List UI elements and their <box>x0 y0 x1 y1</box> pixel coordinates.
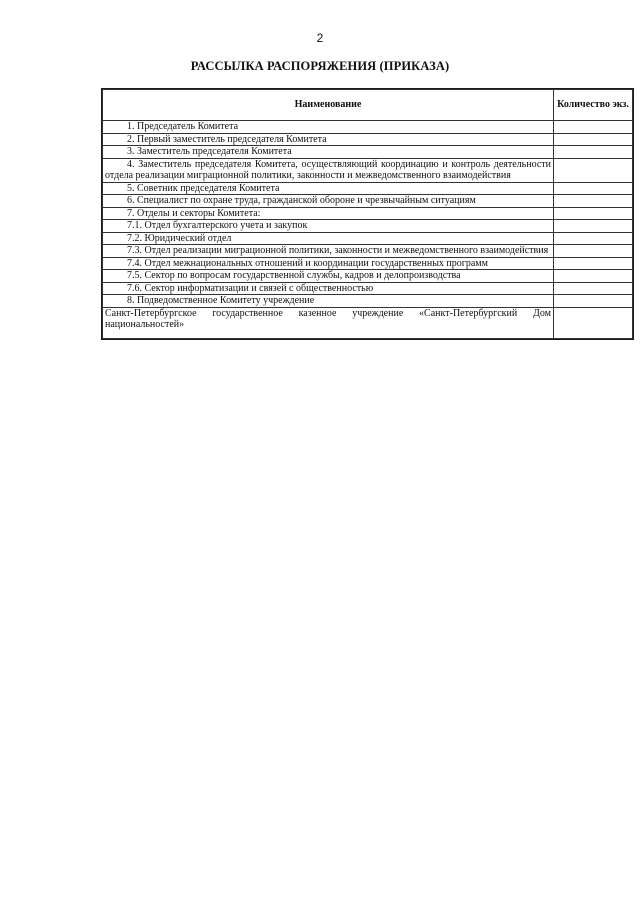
copies-count <box>554 133 633 146</box>
table-row <box>103 220 633 233</box>
recipient-name: 7.2. Юридический отдел <box>103 232 554 245</box>
copies-count <box>554 245 633 258</box>
recipient-name: 7.1. Отдел бухгалтерского учета и закупок <box>103 220 554 233</box>
table-header-row <box>103 90 633 121</box>
table-row <box>103 207 633 220</box>
copies-count <box>554 158 633 182</box>
distribution-table <box>101 88 634 340</box>
recipient-name: 7.3. Отдел реализации миграционной политики, законности и межведомственного взаимодействия <box>103 245 554 258</box>
header-quantity: Количество экз. <box>554 90 633 121</box>
copies-count <box>554 146 633 159</box>
table-row <box>103 257 633 270</box>
table-row <box>103 182 633 195</box>
table-row <box>103 121 633 134</box>
recipient-name: 7.6. Сектор информатизации и связей с общественностью <box>103 282 554 295</box>
table-row <box>103 307 633 338</box>
table-row <box>103 295 633 308</box>
recipient-name: Санкт-Петербургское государственное казенное учреждение «Санкт-Петербургский Дом национальностей» <box>103 307 554 338</box>
table-row <box>103 245 633 258</box>
copies-count <box>554 195 633 208</box>
copies-count <box>554 121 633 134</box>
recipient-name: 7.5. Сектор по вопросам государственной службы, кадров и делопроизводства <box>103 270 554 283</box>
copies-count <box>554 257 633 270</box>
copies-count <box>554 207 633 220</box>
copies-count <box>554 182 633 195</box>
table-row <box>103 282 633 295</box>
copies-count <box>554 270 633 283</box>
table-body <box>103 121 633 339</box>
table-row <box>103 158 633 182</box>
table-row <box>103 195 633 208</box>
document-title: РАССЫЛКА РАСПОРЯЖЕНИЯ (ПРИКАЗА) <box>190 59 450 73</box>
table-row <box>103 270 633 283</box>
recipient-name: 3. Заместитель председателя Комитета <box>103 146 554 159</box>
recipient-name: 4. Заместитель председателя Комитета, осуществляющий координацию и контроль деятельности отдела реализации миграционной политики, законности и межведомственного взаимодействия <box>103 158 554 182</box>
copies-count <box>554 282 633 295</box>
recipient-name: 5. Советник председателя Комитета <box>103 182 554 195</box>
recipient-name: 1. Председатель Комитета <box>103 121 554 134</box>
recipient-name: 8. Подведомственное Комитету учреждение <box>103 295 554 308</box>
recipient-name: 6. Специалист по охране труда, гражданской обороне и чрезвычайным ситуациям <box>103 195 554 208</box>
page-number: 2 <box>316 31 324 45</box>
copies-count <box>554 307 633 338</box>
table-row <box>103 232 633 245</box>
copies-count <box>554 220 633 233</box>
copies-count <box>554 232 633 245</box>
recipient-name: 2. Первый заместитель председателя Комитета <box>103 133 554 146</box>
header-name: Наименование <box>103 90 554 121</box>
copies-count <box>554 295 633 308</box>
recipient-name: 7. Отделы и секторы Комитета: <box>103 207 554 220</box>
recipient-name: 7.4. Отдел межнациональных отношений и координации государственных программ <box>103 257 554 270</box>
table-row <box>103 133 633 146</box>
distribution-table-grid <box>102 89 633 339</box>
table-row <box>103 146 633 159</box>
